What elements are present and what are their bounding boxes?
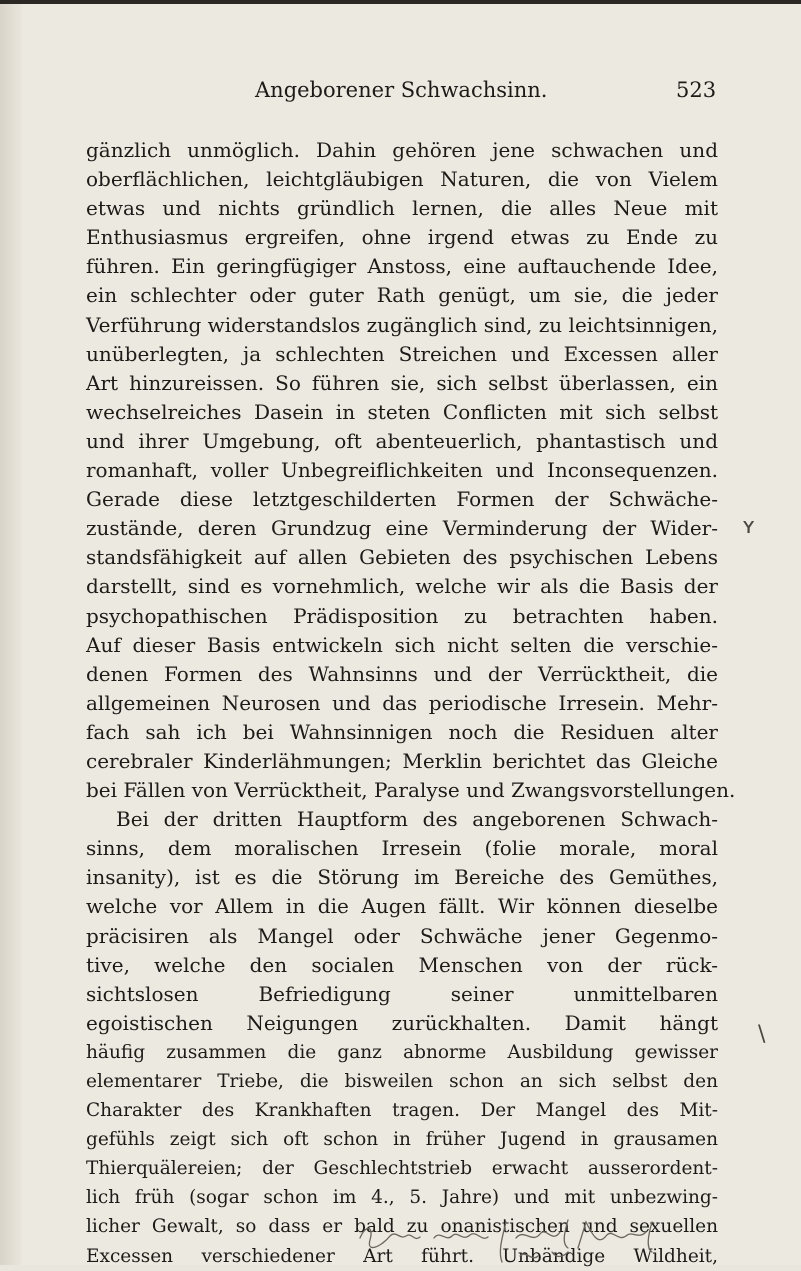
text-line: fach sah ich bei Wahnsinnigen noch die Residuen alter [86,719,718,744]
text-line: welche vor Allem in die Augen fällt. Wir können dieselbe [86,894,718,919]
text-line: Verführung widerstandslos zugänglich sind, zu leichtsinnigen, [86,312,718,337]
text-line: denen Formen des Wahnsinns und der Verrücktheit, die [86,661,718,686]
text-line: etwas und nichts gründlich lernen, die alles Neue mit [86,196,718,221]
text-line: Bei der dritten Hauptform des angeborenen Schwach- [116,807,718,832]
text-line: Charakter des Krankhaften tragen. Der Mangel des Mit- [86,1100,718,1122]
text-line: gänzlich unmöglich. Dahin gehören jene schwachen und [86,138,718,162]
text-line: Excessen verschiedener Art führt. Unbändige Wildheit, [86,1245,718,1267]
text-line: ein schlechter oder guter Rath genügt, um sie, die jeder [86,283,718,308]
text-line: wechselreiches Dasein in steten Conflicten mit sich selbst [86,399,718,424]
text-line: bei Fällen von Verrücktheit, Paralyse und Zwangsvorstellungen. [86,778,736,803]
text-line: zustände, deren Grundzug eine Verminderung der Wider- [86,516,718,541]
text-line: lich früh (sogar schon im 4., 5. Jahre) und mit unbezwing- [86,1187,718,1209]
text-line: darstellt, sind es vornehmlich, welche wir als die Basis der [86,574,718,599]
text-line: romanhaft, voller Unbegreiflichkeiten und Inconsequenzen. [86,458,718,483]
text-line: und ihrer Umgebung, oft abenteuerlich, phantastisch und [86,428,718,453]
text-line: psychopathischen Prädisposition zu betrachten haben. [86,603,718,628]
text-line: präcisiren als Mangel oder Schwäche jener Gegenmo- [86,923,718,948]
text-line: Gerade diese letztgeschilderten Formen der Schwäche- [86,487,718,512]
page-number: 523 [676,78,717,102]
text-line: allgemeinen Neurosen und das periodische Irresein. Mehr- [86,690,718,715]
text-line: Enthusiasmus ergreifen, ohne irgend etwas zu Ende zu [86,225,718,250]
text-line: häufig zusammen die ganz abnorme Ausbildung gewisser [86,1041,718,1063]
text-line: elementarer Triebe, die bisweilen schon an sich selbst den [86,1071,718,1092]
text-line: cerebraler Kinderlähmungen; Merklin berichtet das Gleiche [86,748,718,773]
text-line: insanity), ist es die Störung im Bereiche des Gemüthes, [86,865,718,890]
page-header [0,78,801,108]
text-line: licher Gewalt, so dass er bald zu onanistischen und sexuellen [86,1216,718,1238]
text-line: sichtslosen Befriedigung seiner unmittelbaren [86,981,718,1006]
text-line: tive, welche den socialen Menschen von der rück- [86,952,718,977]
top-edge-rule [0,0,801,4]
text-line: unüberlegten, ja schlechten Streichen und Excessen aller [86,341,718,366]
text-line: Thierquälereien; der Geschlechtstrieb erwacht ausserordent- [86,1158,718,1180]
text-line: gefühls zeigt sich oft schon in früher Jugend in grausamen [86,1129,718,1151]
text-line: führen. Ein geringfügiger Anstoss, eine auftauchende Idee, [86,254,718,279]
page-gutter-shadow [0,0,22,1265]
text-line: Auf dieser Basis entwickeln sich nicht selten die verschie- [86,632,718,657]
running-title: Angeborener Schwachsinn. [255,78,548,102]
pencil-margin-mark: \ [758,1022,766,1047]
handwritten-signature [356,1218,736,1265]
text-line: oberflächlichen, leichtgläubigen Naturen, die von Vielem [86,167,718,192]
pencil-margin-mark: ʏ [742,514,756,539]
text-line: egoistischen Neigungen zurückhalten. Damit hängt [86,1010,718,1035]
text-line: Art hinzureissen. So führen sie, sich selbst überlassen, ein [86,370,718,395]
text-line: standsfähigkeit auf allen Gebieten des psychischen Lebens [86,545,718,570]
body-text [86,136,736,1271]
text-line: sinns, dem moralischen Irresein (folie morale, moral [86,836,718,861]
